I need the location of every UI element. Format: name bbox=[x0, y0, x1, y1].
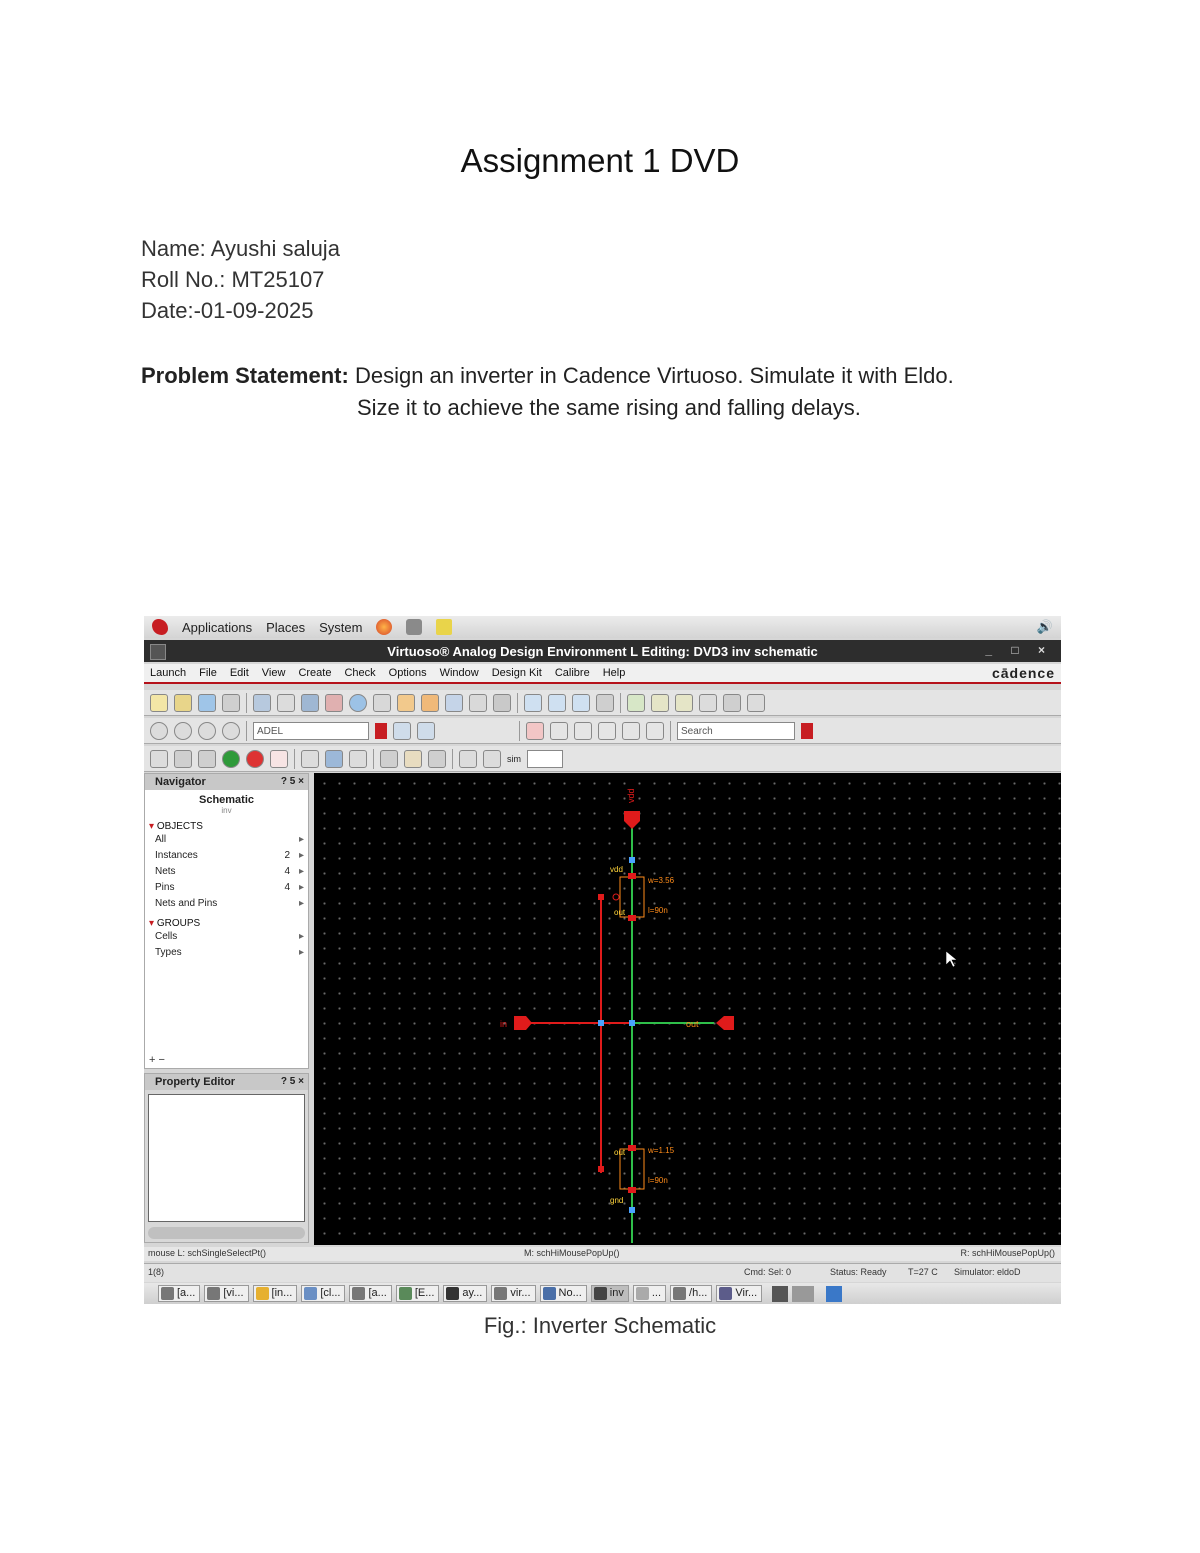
sim-input[interactable] bbox=[527, 750, 563, 768]
nmos-gate-terminal bbox=[598, 1166, 604, 1172]
tools-icon[interactable] bbox=[406, 619, 422, 635]
mouse-status-bar bbox=[144, 1247, 1061, 1261]
task-item[interactable] bbox=[204, 1285, 248, 1302]
problem-statement bbox=[141, 360, 1101, 424]
nav-item-all[interactable] bbox=[145, 832, 308, 848]
search-input[interactable]: Search bbox=[677, 722, 795, 740]
select-mode-icon[interactable] bbox=[574, 722, 592, 740]
nav-item-nets-and-pins[interactable] bbox=[145, 896, 308, 912]
task-item[interactable] bbox=[491, 1285, 535, 1302]
run-icon[interactable] bbox=[222, 750, 240, 768]
probe-icon[interactable] bbox=[598, 722, 616, 740]
task-label: [E... bbox=[414, 1287, 435, 1299]
task-item[interactable] bbox=[670, 1285, 712, 1302]
nav-group-groups[interactable] bbox=[145, 918, 308, 929]
nav-group-objects[interactable] bbox=[145, 821, 308, 832]
separator bbox=[373, 749, 374, 769]
task-item-active[interactable] bbox=[591, 1285, 629, 1302]
zoom-in-icon[interactable] bbox=[548, 694, 566, 712]
date: Date:-01-09-2025 bbox=[141, 298, 314, 323]
sim-label: sim bbox=[507, 753, 521, 764]
problem-line-1: Design an inverter in Cadence Virtuoso. Simulate it with Eldo. bbox=[354, 363, 954, 388]
nav-item-nets[interactable] bbox=[145, 864, 308, 880]
command-number: 1(8) bbox=[148, 1267, 165, 1277]
menu-window[interactable]: Window bbox=[439, 667, 479, 679]
toolbar-simulation bbox=[144, 746, 1061, 772]
nav-item-label: Instances bbox=[155, 850, 198, 861]
window-controls[interactable]: _ □ × bbox=[985, 643, 1053, 657]
separator bbox=[519, 721, 520, 741]
figure-caption: Fig.: Inverter Schematic bbox=[483, 1313, 717, 1338]
back-icon[interactable] bbox=[150, 722, 168, 740]
task-item[interactable] bbox=[716, 1285, 762, 1302]
pmos-vdd-label: vdd bbox=[610, 865, 623, 874]
forward-icon[interactable] bbox=[174, 722, 192, 740]
stop-icon[interactable] bbox=[246, 750, 264, 768]
nmos-length-label: l=90n bbox=[648, 1176, 668, 1185]
window-icon bbox=[352, 1287, 365, 1300]
separator bbox=[452, 749, 453, 769]
chevron-right-icon: ▸ bbox=[298, 898, 304, 909]
virtuoso-screenshot bbox=[144, 616, 1061, 1304]
window-icon bbox=[719, 1287, 732, 1300]
nav-item-label: All bbox=[155, 834, 167, 845]
gnome-foot-icon[interactable] bbox=[152, 619, 168, 635]
cadence-logo: cādence bbox=[991, 665, 1055, 681]
window-title: Virtuoso® Analog Design Environment L Editing: DVD3 inv schematic bbox=[387, 643, 818, 659]
task-item[interactable] bbox=[396, 1285, 440, 1302]
workspace-load-icon[interactable] bbox=[417, 722, 435, 740]
pmos-out-label: out bbox=[614, 908, 626, 917]
task-label: /h... bbox=[689, 1287, 708, 1299]
folder-icon bbox=[304, 1287, 317, 1300]
task-label: [in... bbox=[271, 1287, 293, 1299]
hierarchy-icon[interactable] bbox=[627, 694, 645, 712]
menu-system[interactable]: System bbox=[319, 619, 363, 635]
menu-design-kit[interactable]: Design Kit bbox=[491, 667, 542, 679]
command-status-bar bbox=[144, 1263, 1061, 1282]
new-icon[interactable] bbox=[150, 694, 168, 712]
task-label: [a... bbox=[368, 1287, 387, 1299]
nav-item-cells[interactable] bbox=[145, 929, 308, 945]
property-editor-body[interactable] bbox=[148, 1094, 305, 1222]
workspace-switcher-icon[interactable] bbox=[772, 1286, 788, 1302]
task-label: ... bbox=[651, 1287, 662, 1299]
terminal-icon bbox=[446, 1287, 459, 1300]
command-selection: Cmd: Sel: 0 bbox=[744, 1267, 792, 1277]
nmos-width-label: w=1.15 bbox=[648, 1146, 675, 1155]
delete-icon[interactable] bbox=[325, 694, 343, 712]
workspace-save-icon[interactable] bbox=[393, 722, 411, 740]
task-label: Vir... bbox=[735, 1287, 758, 1299]
window-icon bbox=[636, 1287, 649, 1300]
vdd-pin bbox=[624, 811, 640, 829]
mouse-middle-binding: M: schHiMousePopUp() bbox=[524, 1248, 620, 1258]
expand-arrow-icon[interactable]: ▾ bbox=[149, 918, 155, 929]
window-icon bbox=[161, 1287, 174, 1300]
nav-item-types[interactable] bbox=[145, 945, 308, 961]
ascend-icon[interactable] bbox=[675, 694, 693, 712]
vdd-pin-label: vdd bbox=[626, 788, 636, 803]
schematic-canvas[interactable] bbox=[314, 773, 1061, 1245]
schematic-icon bbox=[594, 1287, 607, 1300]
chevron-right-icon: ▸ bbox=[298, 947, 304, 958]
save-icon[interactable] bbox=[222, 694, 240, 712]
task-label: [vi... bbox=[223, 1287, 244, 1299]
nav-item-pins[interactable] bbox=[145, 880, 308, 896]
junction-dot bbox=[629, 1020, 635, 1026]
task-item[interactable] bbox=[633, 1285, 666, 1302]
check-save-icon[interactable] bbox=[198, 694, 216, 712]
menu-launch[interactable]: Launch bbox=[150, 667, 187, 679]
menu-bar bbox=[144, 664, 1061, 684]
move-icon[interactable] bbox=[253, 694, 271, 712]
problem-line-2: Size it to achieve the same rising and falling delays. bbox=[357, 395, 861, 420]
out-pin bbox=[716, 1016, 734, 1030]
junction-dot bbox=[629, 1207, 635, 1213]
nav-item-count: 4 bbox=[284, 882, 290, 893]
nav-item-label: Cells bbox=[155, 931, 178, 942]
return-icon[interactable] bbox=[699, 694, 717, 712]
in-pin-label: in bbox=[500, 1019, 508, 1029]
up-icon[interactable] bbox=[198, 722, 216, 740]
menu-applications[interactable]: Applications bbox=[182, 619, 253, 635]
instance-icon[interactable] bbox=[445, 694, 463, 712]
task-item[interactable] bbox=[158, 1285, 200, 1302]
stretch-icon[interactable] bbox=[301, 694, 319, 712]
mouse-cursor-icon bbox=[946, 951, 957, 967]
descend-icon[interactable] bbox=[651, 694, 669, 712]
copy-icon[interactable] bbox=[277, 694, 295, 712]
netlist-icon[interactable] bbox=[301, 750, 319, 768]
menu-help[interactable]: Help bbox=[602, 667, 626, 679]
separator bbox=[620, 693, 621, 713]
taskbar bbox=[144, 1283, 1061, 1304]
junction-dot bbox=[598, 1020, 604, 1026]
menu-options[interactable]: Options bbox=[388, 667, 427, 679]
in-pin bbox=[514, 1016, 532, 1030]
pmos-gate-bubble bbox=[613, 894, 619, 900]
plot-icon[interactable] bbox=[459, 750, 477, 768]
navigator-panel bbox=[144, 773, 309, 1069]
results-icon[interactable] bbox=[325, 750, 343, 768]
task-label: [cl... bbox=[320, 1287, 341, 1299]
config-icon[interactable] bbox=[428, 750, 446, 768]
window-titlebar bbox=[144, 640, 1061, 662]
mouse-left-binding: mouse L: schSingleSelectPt() bbox=[148, 1248, 267, 1258]
roll-number: Roll No.: MT25107 bbox=[141, 267, 325, 292]
navigator-add-remove[interactable]: + − bbox=[149, 1054, 165, 1066]
analysis-icon[interactable] bbox=[174, 750, 192, 768]
search-dropdown-icon[interactable] bbox=[801, 723, 813, 739]
virtuoso-icon bbox=[494, 1287, 507, 1300]
window-menu-icon[interactable] bbox=[150, 644, 166, 660]
separator bbox=[294, 749, 295, 769]
setup-icon[interactable] bbox=[150, 750, 168, 768]
nav-item-count: 2 bbox=[284, 850, 290, 861]
filter-icon[interactable] bbox=[550, 722, 568, 740]
volume-icon[interactable]: 🔊 bbox=[1036, 619, 1053, 634]
window-icon bbox=[256, 1287, 269, 1300]
task-label: ay... bbox=[462, 1287, 483, 1299]
workspace-select[interactable]: ADEL bbox=[253, 722, 369, 740]
task-label: vir... bbox=[510, 1287, 531, 1299]
nmos-out-label: out bbox=[614, 1148, 626, 1157]
separator bbox=[517, 693, 518, 713]
task-item[interactable] bbox=[443, 1285, 487, 1302]
schematic-drawing bbox=[314, 773, 1061, 1245]
simulator: Simulator: eldoD bbox=[954, 1267, 1021, 1277]
pmos-gate-terminal bbox=[598, 894, 604, 900]
menu-create[interactable]: Create bbox=[298, 667, 332, 679]
navigator-cell: inv bbox=[221, 806, 232, 815]
nav-item-count: 4 bbox=[284, 866, 290, 877]
chevron-right-icon: ▸ bbox=[298, 834, 304, 845]
expand-arrow-icon[interactable]: ▾ bbox=[149, 821, 155, 832]
sim-mode-icon[interactable] bbox=[483, 750, 501, 768]
property-editor-panel bbox=[144, 1073, 309, 1243]
pmos-width-label: w=3.56 bbox=[648, 876, 675, 885]
log-icon[interactable] bbox=[349, 750, 367, 768]
text-icon[interactable] bbox=[622, 722, 640, 740]
grid-icon[interactable] bbox=[646, 722, 664, 740]
gnome-panel bbox=[144, 616, 1061, 638]
wire-name-icon[interactable] bbox=[421, 694, 439, 712]
refresh-icon[interactable] bbox=[222, 722, 240, 740]
zoom-box-icon[interactable] bbox=[596, 694, 614, 712]
nav-item-label: Nets bbox=[155, 866, 176, 877]
menu-edit[interactable]: Edit bbox=[229, 667, 249, 679]
separator bbox=[246, 693, 247, 713]
undo-icon[interactable] bbox=[349, 694, 367, 712]
variables-icon[interactable] bbox=[198, 750, 216, 768]
nmos-terminal bbox=[628, 1145, 636, 1151]
document-title: Assignment 1 DVD bbox=[460, 142, 740, 179]
task-label: No... bbox=[558, 1287, 582, 1299]
select-icon[interactable] bbox=[526, 722, 544, 740]
pin-icon[interactable] bbox=[493, 694, 511, 712]
window-icon bbox=[543, 1287, 556, 1300]
nmos-gnd-label: gnd bbox=[610, 1196, 624, 1205]
trash-icon[interactable] bbox=[826, 1286, 842, 1302]
window-icon bbox=[399, 1287, 412, 1300]
menu-check[interactable]: Check bbox=[344, 667, 376, 679]
workspace-dropdown-icon[interactable] bbox=[375, 723, 387, 739]
ripple-icon[interactable] bbox=[723, 694, 741, 712]
task-label: [a... bbox=[177, 1287, 196, 1299]
problem-label: Problem Statement: bbox=[141, 363, 349, 388]
navigator-controls[interactable]: ? 5 × bbox=[280, 776, 304, 787]
nav-item-label: Types bbox=[155, 947, 182, 958]
task-label: inv bbox=[609, 1287, 624, 1299]
nav-item-instances[interactable] bbox=[145, 848, 308, 864]
task-item[interactable] bbox=[253, 1285, 298, 1302]
menu-file[interactable]: File bbox=[199, 667, 217, 679]
navigator-header bbox=[145, 774, 308, 790]
chevron-right-icon: ▸ bbox=[298, 850, 304, 861]
temperature: T=27 C bbox=[908, 1267, 938, 1277]
edit-tool-icon[interactable] bbox=[404, 750, 422, 768]
out-pin-label: out bbox=[686, 1019, 699, 1029]
pmos-terminal bbox=[628, 915, 636, 921]
property-editor-scrollbar[interactable] bbox=[148, 1227, 305, 1239]
lock-icon[interactable] bbox=[747, 694, 765, 712]
pmos-length-label: l=90n bbox=[648, 906, 668, 915]
separator bbox=[246, 721, 247, 741]
student-name: Name: Ayushi saluja bbox=[141, 236, 340, 261]
property-icon[interactable] bbox=[373, 694, 391, 712]
task-item[interactable] bbox=[301, 1285, 345, 1302]
terminal-icon bbox=[673, 1287, 686, 1300]
tools-menu-icon[interactable] bbox=[380, 750, 398, 768]
chevron-right-icon: ▸ bbox=[298, 866, 304, 877]
waveform-icon[interactable] bbox=[270, 750, 288, 768]
separator bbox=[670, 721, 671, 741]
zoom-out-icon[interactable] bbox=[572, 694, 590, 712]
notes-icon[interactable] bbox=[436, 619, 452, 635]
nmos-terminal bbox=[628, 1187, 636, 1193]
pmos-terminal bbox=[628, 873, 636, 879]
task-item[interactable] bbox=[540, 1285, 587, 1302]
firefox-icon[interactable] bbox=[376, 619, 392, 635]
property-editor-header bbox=[145, 1074, 308, 1090]
menu-places[interactable]: Places bbox=[266, 619, 306, 635]
property-editor-title: Property Editor bbox=[155, 1076, 236, 1088]
nav-group-label: GROUPS bbox=[156, 918, 201, 929]
wire-icon[interactable] bbox=[397, 694, 415, 712]
task-item[interactable] bbox=[349, 1285, 391, 1302]
terminal-icon bbox=[207, 1287, 220, 1300]
nav-group-label: OBJECTS bbox=[156, 821, 203, 832]
junction-dot bbox=[629, 857, 635, 863]
navigator-view: Schematic bbox=[198, 794, 255, 806]
toolbar-main bbox=[144, 690, 1061, 716]
property-editor-controls[interactable]: ? 5 × bbox=[280, 1076, 304, 1087]
menu-calibre[interactable]: Calibre bbox=[554, 667, 590, 679]
chevron-right-icon: ▸ bbox=[298, 882, 304, 893]
zoom-fit-icon[interactable] bbox=[524, 694, 542, 712]
navigator-title: Navigator bbox=[155, 776, 206, 788]
menu-view[interactable]: View bbox=[261, 667, 286, 679]
chevron-right-icon: ▸ bbox=[298, 931, 304, 942]
toolbar-secondary bbox=[144, 718, 1061, 744]
note-text-icon[interactable] bbox=[469, 694, 487, 712]
status-state: Status: Ready bbox=[830, 1267, 887, 1277]
open-icon[interactable] bbox=[174, 694, 192, 712]
workspace-2-icon[interactable] bbox=[792, 1286, 814, 1302]
nav-item-label: Pins bbox=[155, 882, 175, 893]
nav-item-label: Nets and Pins bbox=[155, 898, 218, 909]
mouse-right-binding: R: schHiMousePopUp() bbox=[960, 1248, 1055, 1258]
